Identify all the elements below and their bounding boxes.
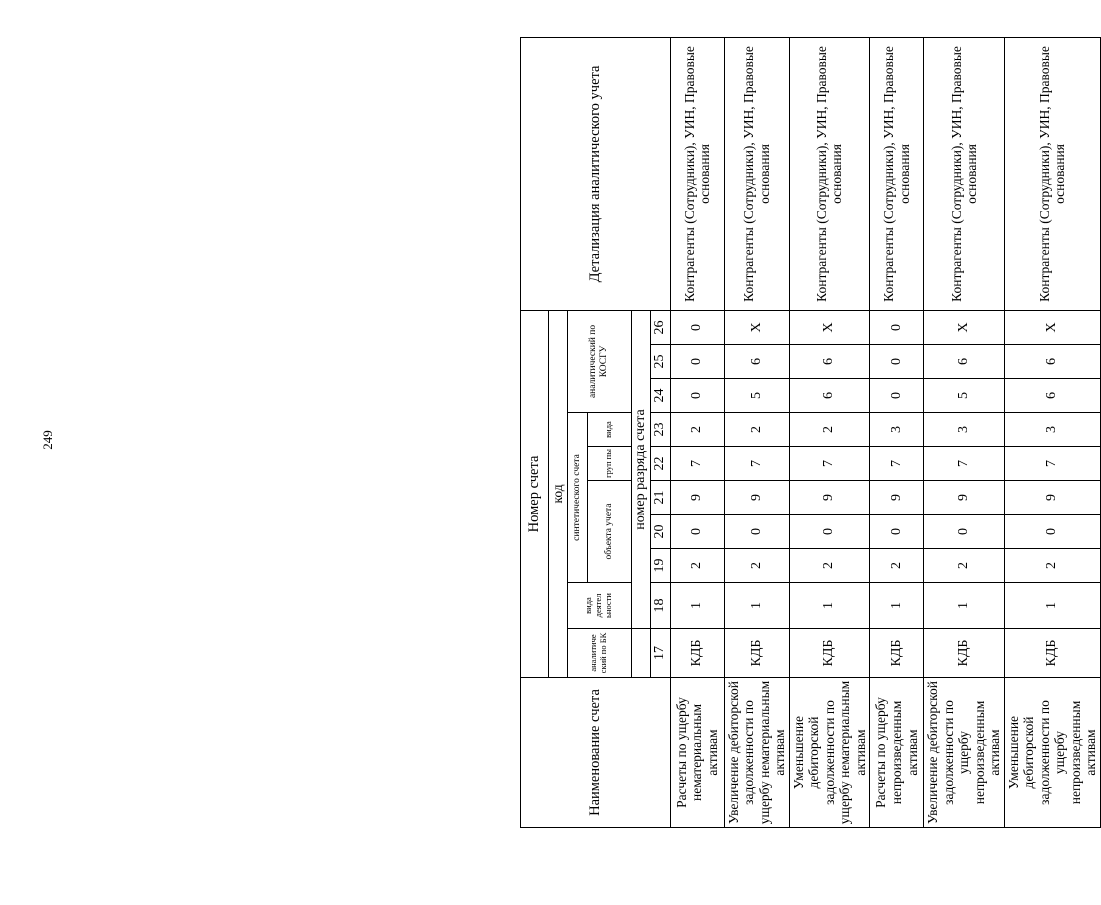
row-account-name: Расчеты по ущербу нематериальным активам [670, 678, 724, 828]
header-detail: Детализация аналитического учета [521, 37, 671, 310]
row-detail: Контрагенты (Сотрудники), УИН, Правовые основания [924, 37, 1005, 310]
digit-25: 25 [650, 345, 670, 379]
cell: 0 [870, 515, 924, 549]
cell: 7 [1004, 447, 1100, 481]
cell: 0 [670, 379, 724, 413]
cell: 0 [870, 310, 924, 344]
cell: 2 [724, 549, 789, 583]
cell: 2 [789, 413, 870, 447]
cell: 9 [1004, 481, 1100, 515]
cell: Х [924, 310, 1005, 344]
digit-19: 19 [650, 549, 670, 583]
table-row [870, 37, 924, 827]
cell: 1 [789, 583, 870, 629]
cell: 1 [924, 583, 1005, 629]
cell: 0 [924, 515, 1005, 549]
cell: 2 [924, 549, 1005, 583]
row-account-name: Расчеты по ущербу непроизведенным активам [870, 678, 924, 828]
cell: КДБ [789, 629, 870, 678]
digit-22: 22 [650, 447, 670, 481]
header-synthetic: синтетического счета [567, 413, 587, 583]
cell: 0 [670, 310, 724, 344]
row-detail: Контрагенты (Сотрудники), УИН, Правовые основания [789, 37, 870, 310]
cell: 2 [670, 413, 724, 447]
cell: 0 [670, 345, 724, 379]
table-row [924, 37, 1005, 827]
cell: 9 [924, 481, 1005, 515]
cell: 2 [789, 549, 870, 583]
cell: КДБ [870, 629, 924, 678]
row-account-name: Уменьшение дебиторской задолженности по ущербу нематериальным активам [789, 678, 870, 828]
header-code: код [549, 310, 568, 677]
header-digit-number: номер разряда счета [631, 310, 650, 628]
cell: Х [1004, 310, 1100, 344]
cell: 9 [670, 481, 724, 515]
cell: 0 [670, 515, 724, 549]
cell: 2 [1004, 549, 1100, 583]
row-detail: Контрагенты (Сотрудники), УИН, Правовые основания [870, 37, 924, 310]
digit-20: 20 [650, 515, 670, 549]
account-table [520, 37, 1101, 828]
cell: 6 [1004, 379, 1100, 413]
cell: 2 [870, 549, 924, 583]
cell: 1 [870, 583, 924, 629]
header-group: груп пы [587, 447, 631, 481]
cell: 1 [724, 583, 789, 629]
cell: 0 [870, 379, 924, 413]
header-analytic-bk: аналитиче ский по БК [567, 629, 631, 678]
cell: 7 [670, 447, 724, 481]
cell: 9 [870, 481, 924, 515]
cell: КДБ [1004, 629, 1100, 678]
table-row [724, 37, 789, 827]
header-account-object: объекта учета [587, 481, 631, 583]
header-kind: вида [587, 413, 631, 447]
cell: 2 [670, 549, 724, 583]
row-account-name: Увеличение дебиторской задолженности по ущербу непроизведенным активам [924, 678, 1005, 828]
cell: КДБ [724, 629, 789, 678]
header-account-name: Наименование счета [521, 678, 671, 828]
cell: 3 [870, 413, 924, 447]
header-account-number: Номер счета [521, 310, 549, 677]
digit-21: 21 [650, 481, 670, 515]
digit-18: 18 [650, 583, 670, 629]
cell: Х [789, 310, 870, 344]
cell: 2 [724, 413, 789, 447]
row-account-name: Увеличение дебиторской задолженности по ущербу нематериальным активам [724, 678, 789, 828]
digit-24: 24 [650, 379, 670, 413]
cell: КДБ [924, 629, 1005, 678]
cell: 3 [924, 413, 1005, 447]
cell: 0 [870, 345, 924, 379]
table-row [670, 37, 724, 827]
cell: 1 [670, 583, 724, 629]
table-row [789, 37, 870, 827]
row-detail: Контрагенты (Сотрудники), УИН, Правовые основания [670, 37, 724, 310]
cell: 6 [924, 345, 1005, 379]
rotated-table-container [520, 38, 1099, 828]
cell: 6 [1004, 345, 1100, 379]
cell: 9 [724, 481, 789, 515]
cell: 0 [789, 515, 870, 549]
cell: 6 [789, 345, 870, 379]
cell: 1 [1004, 583, 1100, 629]
cell: 9 [789, 481, 870, 515]
cell: 7 [870, 447, 924, 481]
row-detail: Контрагенты (Сотрудники), УИН, Правовые основания [1004, 37, 1100, 310]
table-row [1004, 37, 1100, 827]
header-activity-type: вида деятел ьности [567, 583, 631, 629]
cell: 0 [724, 515, 789, 549]
digit-26: 26 [650, 310, 670, 344]
cell: 0 [1004, 515, 1100, 549]
row-account-name: Уменьшение дебиторской задолженности по ущербу непроизведенным активам [1004, 678, 1100, 828]
cell: 5 [724, 379, 789, 413]
cell: 3 [1004, 413, 1100, 447]
digit-17: 17 [650, 629, 670, 678]
cell: 6 [789, 379, 870, 413]
cell: КДБ [670, 629, 724, 678]
digit-23: 23 [650, 413, 670, 447]
row-detail: Контрагенты (Сотрудники), УИН, Правовые основания [724, 37, 789, 310]
cell: Х [724, 310, 789, 344]
header-kosgu: аналитический по КОСГУ [567, 310, 631, 412]
cell: 7 [789, 447, 870, 481]
cell: 5 [924, 379, 1005, 413]
page-number: 249 [39, 430, 55, 450]
cell: 6 [724, 345, 789, 379]
cell: 7 [924, 447, 1005, 481]
cell: 7 [724, 447, 789, 481]
